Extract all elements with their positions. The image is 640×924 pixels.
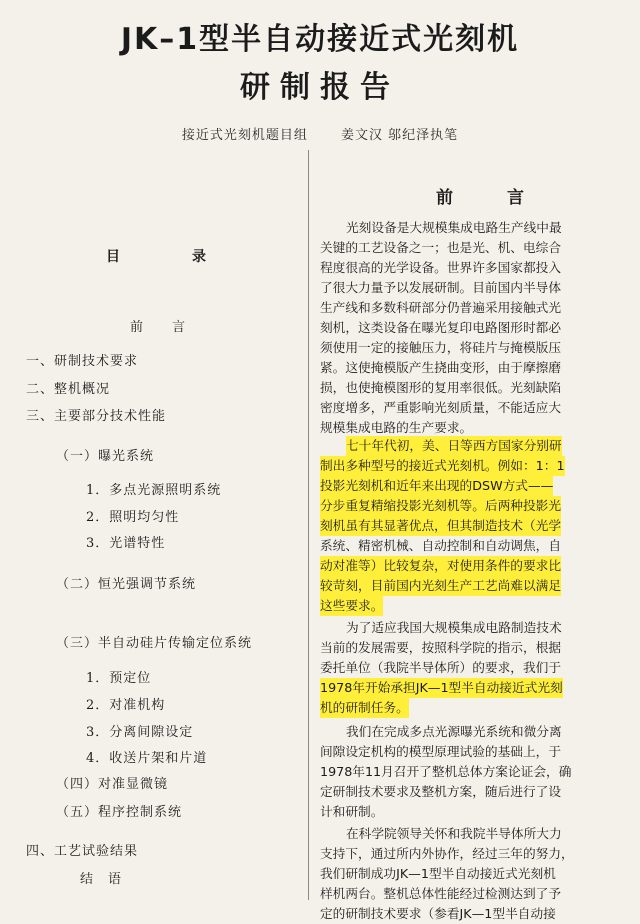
text-line: 1978年11月召开了整机总体方案论证会，确 [320, 764, 572, 779]
highlighted-text-line: 这些要求。 [320, 596, 383, 616]
toc-item: 3．光谱特性 [86, 536, 166, 551]
text-line: 在科学院领导关怀和我院半导体所大力 [346, 826, 562, 841]
foreword-heading-char-2: 言 [507, 188, 524, 208]
text-line: 间隙设定机构的模型原理试验的基础上，于 [320, 744, 562, 759]
report-title-line2: 研制报告 [240, 70, 400, 105]
toc-item: 一、研制技术要求 [26, 354, 139, 369]
toc-item: （五）程序控制系统 [56, 805, 183, 820]
text-line: 关键的工艺设备之一；也是光、机、电综合 [320, 240, 562, 255]
text-line: 程度很高的光学设备。世界许多国家都投入 [320, 260, 562, 275]
text-line: 我们在完成多点光源曝光系统和微分离 [346, 724, 562, 739]
text-line: 密度增多，严重影响光刻质量，不能适应大 [320, 400, 562, 415]
highlighted-text-line: 较苛刻，目前国内光刻生产工艺尚难以满足 [320, 576, 561, 596]
highlighted-text-line: 七十年代初，美、日等西方国家分别研 [346, 436, 562, 456]
text-line: 计和研制。 [320, 804, 384, 819]
toc-item: 3．分离间隙设定 [86, 725, 194, 740]
toc-item: 四、工艺试验结果 [26, 844, 139, 859]
highlighted-text-line: 投影光刻机和近年来出现的DSW方式—— [320, 476, 553, 496]
highlighted-text-line: 制出多种型号的接近式光刻机。例如：1：1 [320, 456, 565, 476]
text-line: 了很大力量予以发展研制。目前国内半导体 [320, 280, 562, 295]
toc-item: （四）对准显微镜 [56, 777, 169, 792]
toc-item: 2．照明均匀性 [86, 510, 180, 525]
highlighted-text-line: 机的研制任务。 [320, 698, 409, 718]
text-line: 定的研制技术要求（参看JK—1型半自动接 [320, 906, 556, 921]
report-title-line1: JK–1型半自动接近式光刻机 [120, 22, 520, 57]
toc-item: 前 言 [130, 320, 187, 335]
highlighted-text-line: 刻机虽有其显著优点，但其制造技术（光学 [320, 516, 561, 536]
toc-item: （一）曝光系统 [56, 449, 155, 464]
text-line: 光刻设备是大规模集成电路生产线中最 [346, 220, 562, 235]
text-line: 当前的发展需要，按照科学院的指示，根据 [320, 640, 562, 655]
text-line: 须使用一定的接触压力，将硅片与掩模版压 [320, 340, 562, 355]
toc-item: 1．预定位 [86, 671, 152, 686]
highlighted-text-line: 分步重复精缩投影光刻机等。后两种投影光 [320, 496, 561, 516]
text-line: 损，也使掩模图形的复用率很低。光刻缺陷 [320, 380, 562, 395]
toc-item: （三）半自动硅片传输定位系统 [56, 636, 253, 651]
text-line: 系统、精密机械、自动控制和自动调焦，自 [320, 538, 562, 553]
text-line: 定研制技术要求及整机方案，随后进行了设 [320, 784, 562, 799]
text-line: 样机两台。整机总体性能经过检测达到了予 [320, 886, 562, 901]
column-divider [308, 150, 309, 900]
toc-item: 二、整机概况 [26, 382, 111, 397]
byline-authors: 姜文汉 邬纪泽执笔 [341, 128, 459, 143]
toc-heading-char-1: 目 [106, 249, 120, 265]
text-line: 刻机，这类设备在曝光复印电路图形时都必 [320, 320, 562, 335]
foreword-heading [436, 183, 524, 208]
toc-item: 2．对准机构 [86, 698, 166, 713]
byline [0, 124, 640, 143]
highlighted-text-line: 动对准等）比较复杂，对使用条件的要求比 [320, 556, 561, 576]
toc-item: 1．多点光源照明系统 [86, 483, 222, 498]
text-line: 支持下，通过所内外协作，经过三年的努力， [320, 846, 574, 861]
text-line: 规模集成电路的生产要求。 [320, 420, 473, 435]
text-line: 我们研制成功JK—1型半自动接近式光刻机 [320, 866, 556, 881]
toc-item: （二）恒光强调节系统 [56, 577, 197, 592]
text-line: 紧。这使掩模版产生挠曲变形，由于摩擦磨 [320, 360, 562, 375]
byline-group: 接近式光刻机题目组 [181, 128, 308, 143]
toc-item: 三、主要部分技术性能 [26, 409, 167, 424]
text-line: 为了适应我国大规模集成电路制造技术 [346, 620, 562, 635]
text-line: 生产线和多数科研部分仍普遍采用接触式光 [320, 300, 562, 315]
toc-heading [106, 246, 206, 266]
highlighted-text-line: 1978年开始承担JK—1型半自动接近式光刻 [320, 678, 563, 698]
toc-heading-char-2: 录 [192, 249, 206, 265]
toc-item: 4．收送片架和片道 [86, 751, 208, 766]
toc-item: 结 语 [80, 872, 123, 887]
foreword-heading-char-1: 前 [436, 188, 453, 208]
text-line: 委托单位（我院半导体所）的要求，我们于 [320, 660, 562, 675]
